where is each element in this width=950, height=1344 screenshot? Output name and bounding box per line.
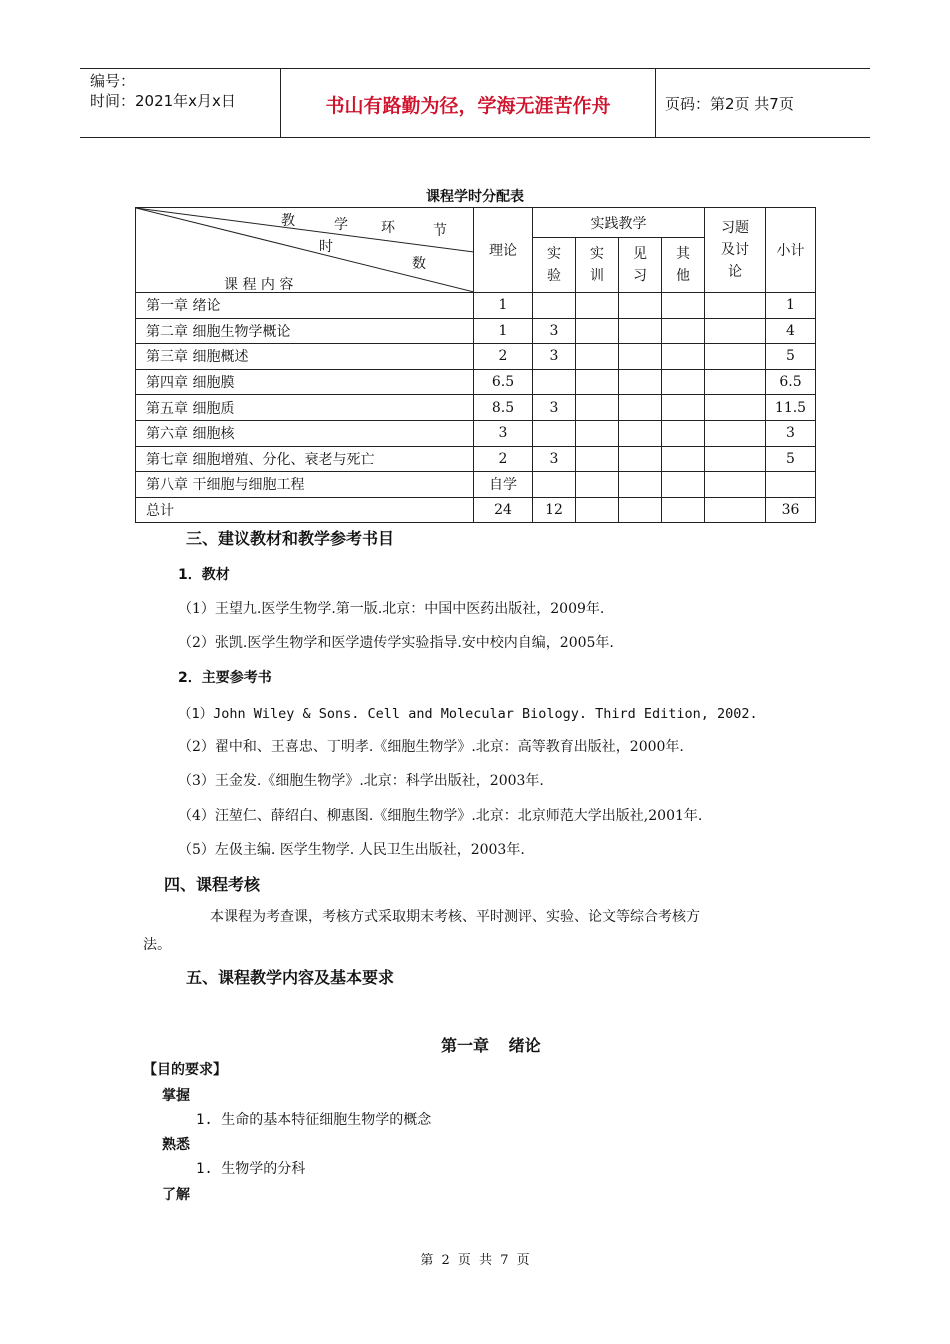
table-row — [136, 369, 816, 395]
hours-cell-lab: 3 — [533, 318, 576, 344]
hours-cell-lab: 12 — [533, 497, 576, 523]
hours-cell-sub: 3 — [766, 420, 816, 446]
diag-label: 时 — [319, 239, 333, 255]
chapter-cell: 第三章 细胞概述 — [136, 344, 474, 370]
hours-cell-theory: 1 — [474, 318, 533, 344]
hours-cell-train — [576, 446, 619, 472]
hours-cell-sub: 1 — [766, 293, 816, 319]
code-label: 编号： — [90, 72, 136, 90]
hours-cell-see — [619, 293, 662, 319]
chapter-title: 第一章 绪论 — [441, 1036, 541, 1055]
chapter-cell: 第一章 绪论 — [136, 293, 474, 319]
col-see: 见 习 — [619, 238, 662, 293]
diag-label: 课 程 内 容 — [224, 277, 294, 292]
hours-cell-theory: 8.5 — [474, 395, 533, 421]
hours-cell-sub: 5 — [766, 344, 816, 370]
table-title: 课程学时分配表 — [426, 189, 524, 205]
assessment-text: 法。 — [143, 937, 171, 953]
col-exercise: 习题 及讨 论 — [705, 208, 766, 293]
page-footer: 第 2 页 共 7 页 — [420, 1253, 530, 1268]
hours-cell-theory: 2 — [474, 344, 533, 370]
diag-label: 环 — [381, 220, 395, 236]
familiar-item: 1. 生物学的分科 — [196, 1161, 306, 1177]
hours-cell-see — [619, 497, 662, 523]
hours-cell-theory: 24 — [474, 497, 533, 523]
reference-item: （2）翟中和、王喜忠、丁明孝.《细胞生物学》.北京：高等教育出版社，2000年. — [178, 739, 684, 755]
reference-item: （5）左伋主编. 医学生物学. 人民卫生出版社，2003年. — [178, 842, 525, 858]
col-practice: 实践教学 — [533, 208, 705, 238]
hours-cell-other — [662, 293, 705, 319]
hours-cell-lab — [533, 420, 576, 446]
hours-cell-sub: 36 — [766, 497, 816, 523]
hours-cell-other — [662, 497, 705, 523]
time-label: 时间：2021年x月x日 — [90, 92, 236, 110]
hours-cell-lab: 3 — [533, 344, 576, 370]
assessment-text: 本课程为考查课，考核方式采取期末考核、平时测评、实验、论文等综合考核方 — [210, 909, 700, 925]
hours-cell-other — [662, 318, 705, 344]
hours-allocation-table — [135, 207, 816, 523]
header-page-number: 页码：第2页 共7页 — [665, 95, 794, 113]
hours-cell-train — [576, 497, 619, 523]
textbook-item: （1）王望九.医学生物学.第一版.北京：中国中医药出版社，2009年. — [178, 601, 605, 617]
diag-label: 节 — [433, 223, 447, 239]
hours-cell-see — [619, 344, 662, 370]
familiar-heading: 熟悉 — [162, 1137, 190, 1153]
hours-cell-ex — [705, 497, 766, 523]
hours-cell-other — [662, 472, 705, 498]
hours-cell-train — [576, 369, 619, 395]
header-info — [90, 71, 280, 111]
hours-cell-other — [662, 446, 705, 472]
reference-item: （3）王金发.《细胞生物学》.北京：科学出版社，2003年. — [178, 773, 544, 789]
col-other: 其 他 — [662, 238, 705, 293]
hours-cell-ex — [705, 369, 766, 395]
hours-cell-other — [662, 369, 705, 395]
diagonal-lines — [136, 208, 473, 292]
table-row — [136, 446, 816, 472]
hours-cell-train — [576, 395, 619, 421]
hours-cell-lab — [533, 293, 576, 319]
hours-cell-sub: 5 — [766, 446, 816, 472]
header-motto: 书山有路勤为径，学海无涯苦作舟 — [325, 95, 611, 117]
section5-heading: 五、课程教学内容及基本要求 — [186, 968, 395, 987]
hours-cell-see — [619, 369, 662, 395]
chapter-cell: 第五章 细胞质 — [136, 395, 474, 421]
hours-cell-theory: 6.5 — [474, 369, 533, 395]
reference-item: （1）John Wiley & Sons. Cell and Molecular Biology. Third Edition, 2002. — [178, 706, 758, 722]
hours-cell-lab — [533, 472, 576, 498]
hours-cell-theory: 2 — [474, 446, 533, 472]
master-item: 1. 生命的基本特征细胞生物学的概念 — [196, 1112, 432, 1128]
master-heading: 掌握 — [162, 1088, 190, 1104]
chapter-cell: 第七章 细胞增殖、分化、衰老与死亡 — [136, 446, 474, 472]
table-row — [136, 395, 816, 421]
hours-cell-train — [576, 318, 619, 344]
section3-sub1: 1．教材 — [178, 567, 230, 583]
table-row — [136, 497, 816, 523]
section4-heading: 四、课程考核 — [164, 875, 261, 894]
hours-cell-see — [619, 446, 662, 472]
hours-cell-see — [619, 472, 662, 498]
hours-cell-sub: 6.5 — [766, 369, 816, 395]
textbook-item: （2）张凯.医学生物学和医学遗传学实验指导.安中校内自编，2005年. — [178, 635, 614, 651]
goal-heading: 【目的要求】 — [143, 1062, 227, 1078]
chapter-cell: 总计 — [136, 497, 474, 523]
hours-cell-ex — [705, 420, 766, 446]
hours-cell-see — [619, 318, 662, 344]
table-row — [136, 293, 816, 319]
table-row — [136, 472, 816, 498]
hours-cell-train — [576, 420, 619, 446]
section3-heading: 三、建议教材和教学参考书目 — [186, 529, 395, 548]
hours-cell-theory: 自学 — [474, 472, 533, 498]
reference-item: （4）汪堃仁、薛绍白、柳惠图.《细胞生物学》.北京：北京师范大学出版社,2001年. — [178, 808, 703, 824]
header-divider — [655, 69, 656, 137]
hours-cell-train — [576, 472, 619, 498]
table-row — [136, 420, 816, 446]
hours-cell-train — [576, 293, 619, 319]
col-train: 实 训 — [576, 238, 619, 293]
chapter-cell: 第二章 细胞生物学概论 — [136, 318, 474, 344]
table-row — [136, 318, 816, 344]
hours-cell-see — [619, 420, 662, 446]
hours-cell-theory: 1 — [474, 293, 533, 319]
hours-cell-ex — [705, 293, 766, 319]
hours-cell-lab: 3 — [533, 446, 576, 472]
hours-cell-other — [662, 344, 705, 370]
hours-cell-lab — [533, 369, 576, 395]
chapter-cell: 第四章 细胞膜 — [136, 369, 474, 395]
page-header — [80, 68, 870, 138]
col-subtotal: 小计 — [766, 208, 816, 293]
col-theory: 理论 — [474, 208, 533, 293]
hours-cell-ex — [705, 395, 766, 421]
hours-cell-theory: 3 — [474, 420, 533, 446]
hours-cell-see — [619, 395, 662, 421]
diag-label: 数 — [412, 256, 426, 272]
hours-cell-lab: 3 — [533, 395, 576, 421]
hours-cell-sub: 4 — [766, 318, 816, 344]
hours-cell-ex — [705, 472, 766, 498]
section3-sub2: 2．主要参考书 — [178, 670, 272, 686]
hours-cell-ex — [705, 446, 766, 472]
hours-cell-sub — [766, 472, 816, 498]
hours-cell-train — [576, 344, 619, 370]
diag-label: 学 — [334, 217, 348, 233]
chapter-cell: 第六章 细胞核 — [136, 420, 474, 446]
understand-heading: 了解 — [162, 1187, 190, 1203]
col-lab: 实 验 — [533, 238, 576, 293]
hours-cell-ex — [705, 318, 766, 344]
diagonal-header-cell — [136, 208, 474, 293]
hours-cell-ex — [705, 344, 766, 370]
hours-cell-other — [662, 395, 705, 421]
hours-cell-other — [662, 420, 705, 446]
hours-cell-sub: 11.5 — [766, 395, 816, 421]
table-row — [136, 344, 816, 370]
chapter-cell: 第八章 干细胞与细胞工程 — [136, 472, 474, 498]
diag-label: 教 — [281, 213, 295, 229]
